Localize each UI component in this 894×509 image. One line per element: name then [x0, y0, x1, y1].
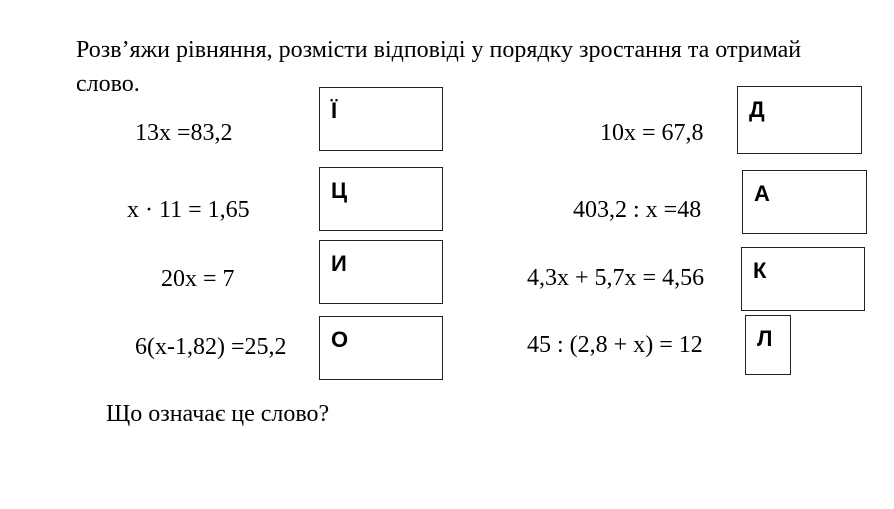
answer-letter: Ї — [331, 98, 338, 123]
answer-box-right-3[interactable] — [741, 247, 865, 311]
answer-box-left-4[interactable] — [319, 316, 443, 380]
answer-box-right-4[interactable] — [745, 315, 791, 375]
answer-letter: К — [753, 258, 767, 283]
equation-right-3: 4,3x + 5,7x = 4,56 — [527, 265, 705, 291]
answer-letter: Д — [749, 97, 765, 122]
answer-letter: Л — [757, 326, 773, 351]
task-instruction: Розв’яжи рівняння, розмісти відповіді у порядку зростання та отримай слово. — [76, 37, 802, 97]
equation-left-1: 13x =83,2 — [135, 120, 233, 146]
answer-box-left-3[interactable] — [319, 240, 443, 304]
equation-right-4: 45 : (2,8 + x) = 12 — [527, 332, 703, 358]
equation-left-4: 6(x-1,82) =25,2 — [135, 334, 287, 360]
answer-box-right-1[interactable] — [737, 86, 862, 154]
equation-left-2: x · 11 = 1,65 — [127, 197, 250, 223]
equation-right-1: 10x = 67,8 — [600, 120, 704, 146]
answer-letter: И — [331, 251, 347, 276]
answer-letter: О — [331, 327, 349, 352]
answer-letter: А — [754, 181, 770, 206]
equation-left-3: 20x = 7 — [161, 266, 235, 292]
question-text: Що означає це слово? — [106, 401, 330, 427]
equation-right-2: 403,2 : x =48 — [573, 197, 702, 223]
answer-box-left-1[interactable] — [319, 87, 443, 151]
answer-letter: Ц — [331, 178, 348, 203]
answer-box-right-2[interactable] — [742, 170, 867, 234]
answer-box-left-2[interactable] — [319, 167, 443, 231]
